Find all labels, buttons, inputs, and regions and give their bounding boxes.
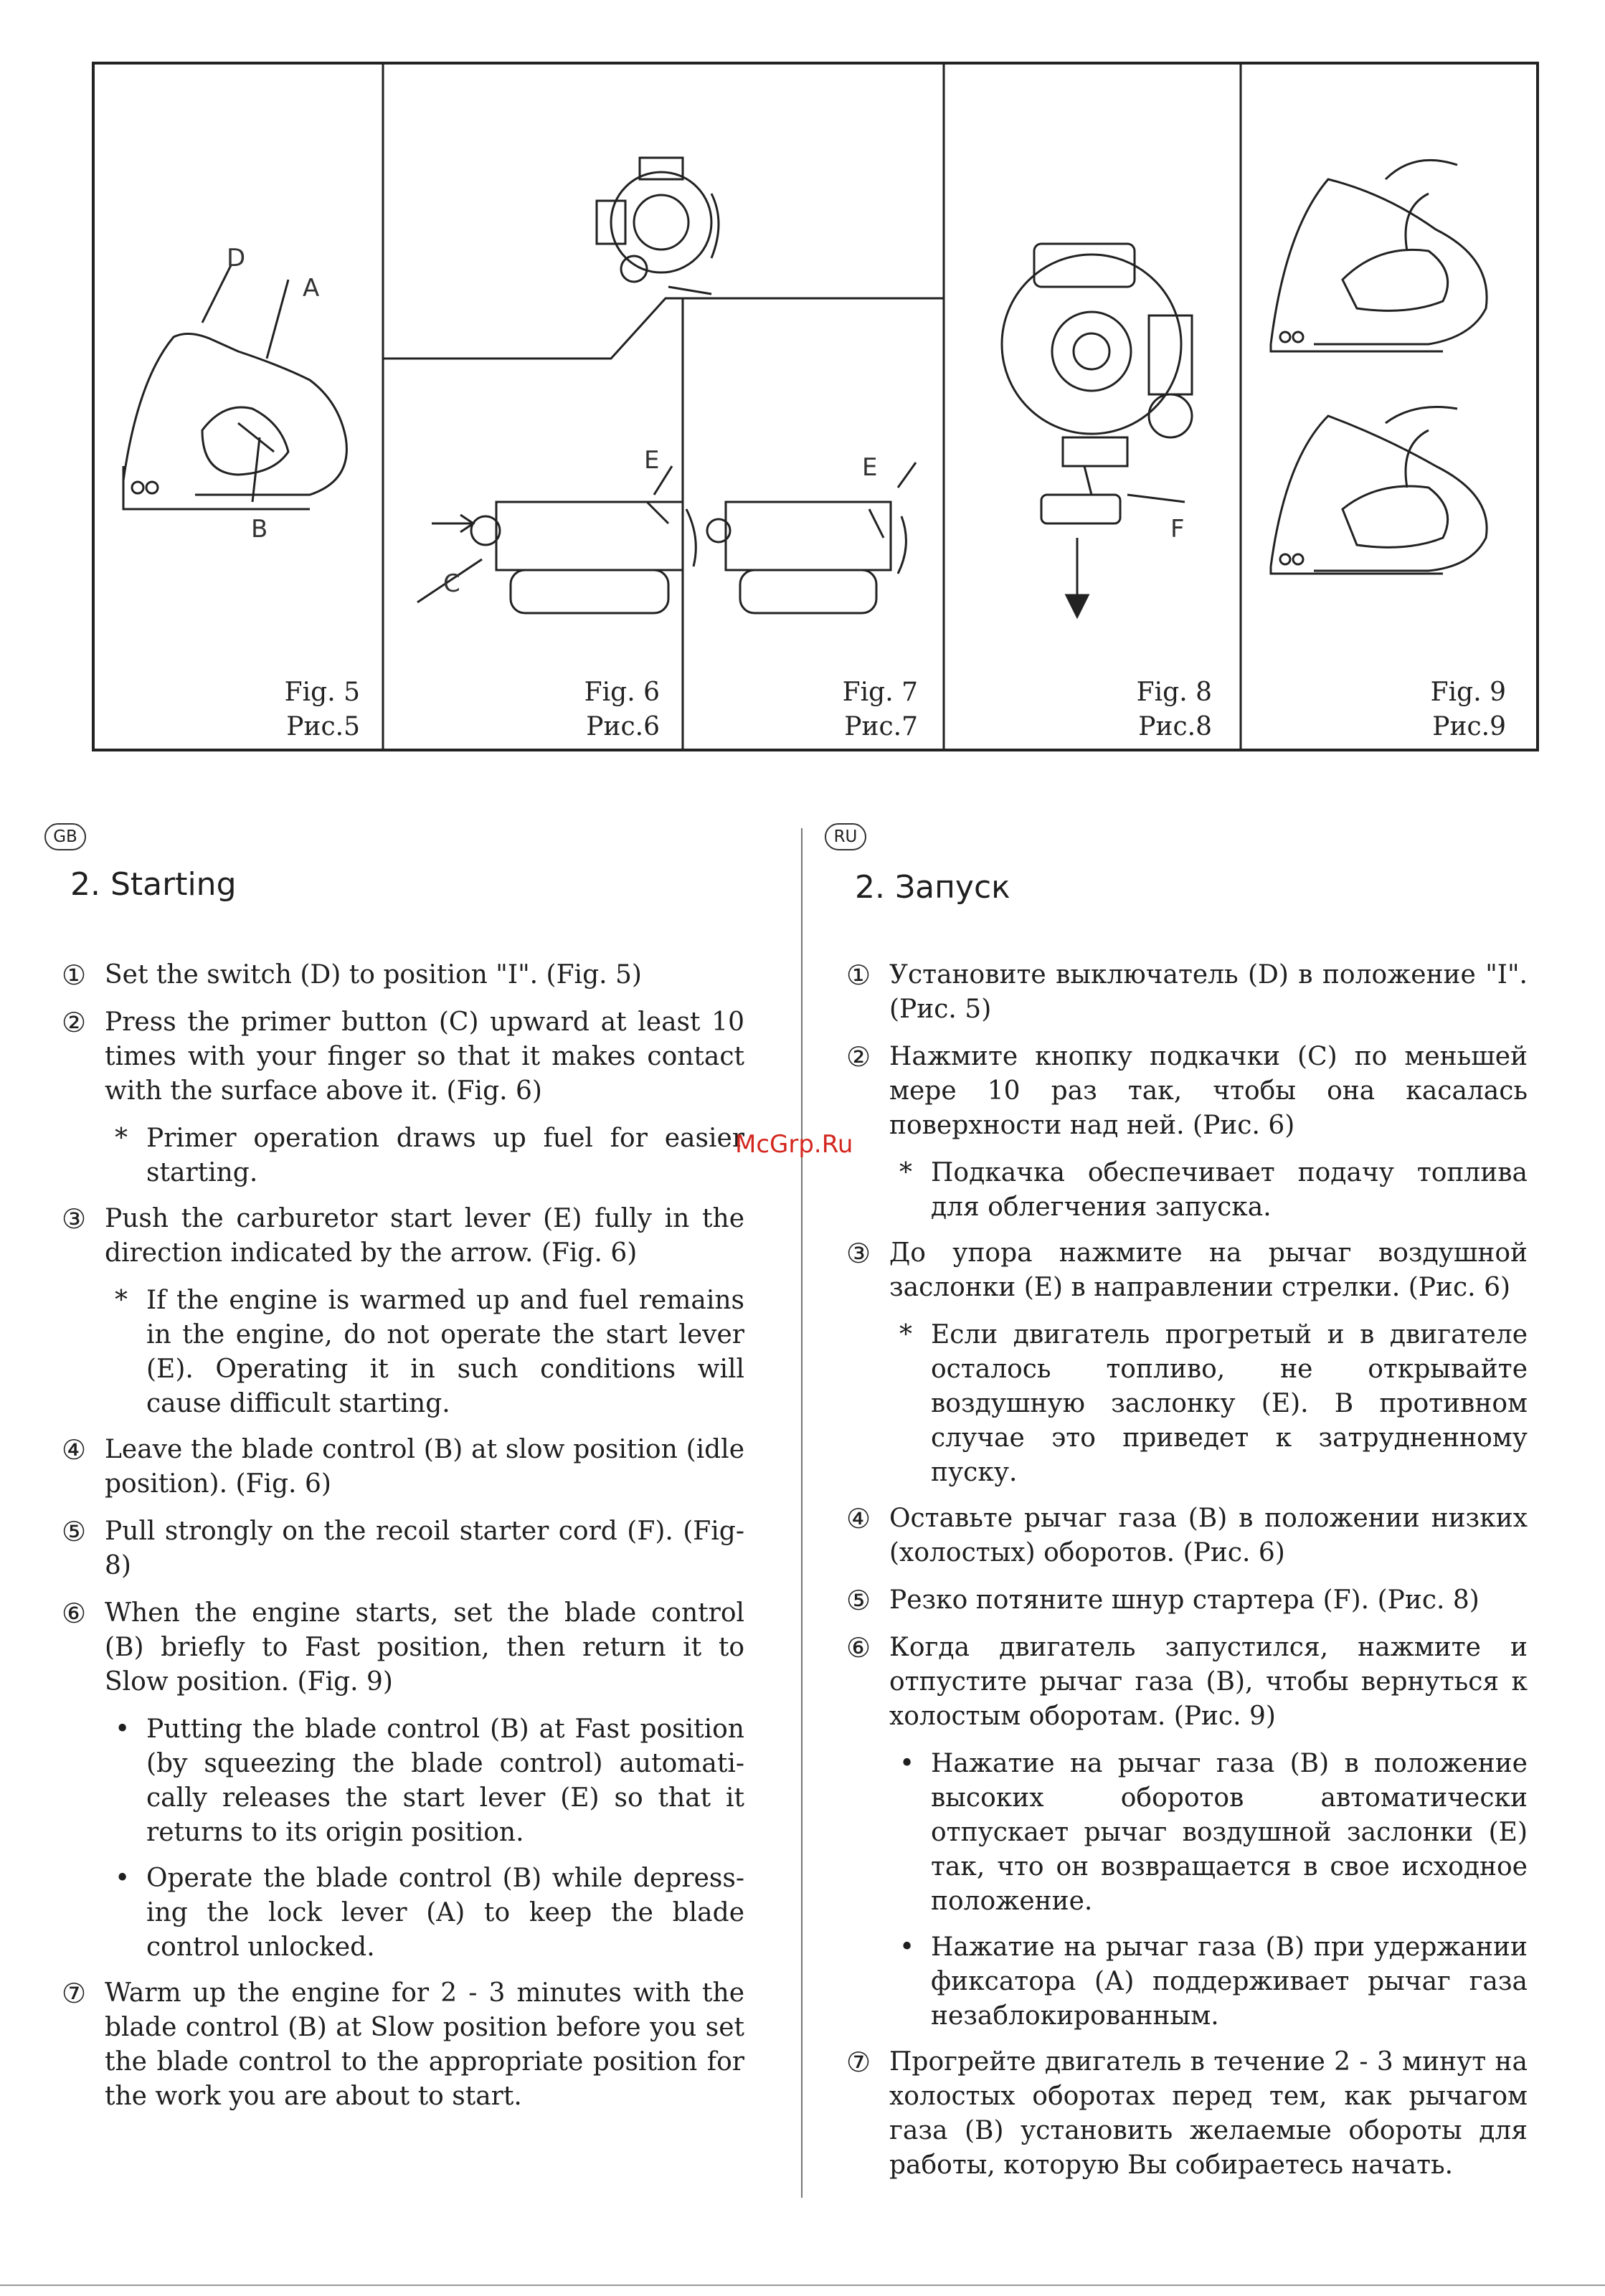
fig7-carburetor-drawing	[707, 462, 916, 613]
gb-step-3	[62, 1202, 744, 1271]
step-number: ③	[62, 1203, 87, 1235]
fig7-label-e: E	[862, 453, 878, 482]
fig6-label-e: E	[644, 446, 660, 475]
fig8-caption-ru: Рис.8	[1138, 712, 1212, 741]
fig6-caption-ru: Рис.6	[586, 712, 660, 741]
column-divider	[801, 828, 802, 2198]
figure-strip	[92, 62, 1539, 751]
step-text: Warm up the engine for 2 - 3 minutes with the blade control (B) at Slow position before you set the blade control to the appropriate position for the work you are about to start.	[105, 1978, 744, 2111]
note-text: Нажатие на рычаг газа (В) при удержании фиксатора (А) поддерживает рычаг газа незаблокированным.	[931, 1932, 1528, 2031]
fig6-engine-drawing	[597, 158, 719, 294]
step-number: ⑦	[62, 1978, 87, 2009]
fig6-caption	[568, 675, 660, 744]
fig7-caption-ru: Рис.7	[844, 712, 918, 741]
note-text: Подкачка обеспечивает подачу топлива для облегчения запуска.	[931, 1158, 1528, 1222]
step-number: ④	[846, 1503, 871, 1534]
fig5-label-b: B	[251, 515, 268, 544]
ru-note-fast-position	[846, 1747, 1528, 1919]
fig7-caption-en: Fig. 7	[842, 678, 918, 707]
note-mark: •	[899, 1932, 915, 1962]
page-bottom-rule	[0, 2285, 1605, 2286]
gb-step-1	[62, 958, 744, 992]
fig5-caption-en: Fig. 5	[284, 678, 360, 707]
step-number: ③	[846, 1238, 871, 1269]
ru-step-6	[846, 1631, 1528, 1734]
fig8-caption-en: Fig. 8	[1136, 678, 1212, 707]
note-mark: *	[899, 1158, 912, 1187]
fig5-caption	[274, 675, 360, 744]
step-text: Press the primer button (C) upward at least 10 times with your finger so that it makes contact with the surface above it. (Fig. 6)	[105, 1007, 744, 1106]
ru-step-7	[846, 2045, 1528, 2183]
step-number: ②	[846, 1041, 871, 1073]
ru-instructions	[846, 958, 1528, 2196]
note-mark: *	[115, 1286, 128, 1315]
fig7-caption	[826, 675, 918, 744]
ru-step-3	[846, 1236, 1528, 1305]
gb-note-fast-position	[62, 1712, 744, 1850]
step-number: ⑥	[846, 1632, 871, 1664]
ru-note-lock-lever	[846, 1930, 1528, 2034]
ru-step-5	[846, 1583, 1528, 1618]
gb-step-6	[62, 1596, 744, 1699]
step-number: ②	[62, 1007, 87, 1038]
note-text: If the engine is warmed up and fuel remains in the engine, do not operate the start lever (E). Operating it in such conditions will cause difficult starting.	[146, 1286, 744, 1418]
lang-badge-ru: RU	[825, 823, 866, 850]
step-text: Прогрейте двигатель в течение 2 - 3 минут на холостых оборотах перед тем, как рычагом газа (В) установить желаемые обороты для работы, которую Вы собираетесь начать.	[889, 2047, 1528, 2180]
step-text: Когда двигатель запустился, нажмите и отпустите рычаг газа (В), чтобы вернуться к холостым оборотам. (Рис. 9)	[889, 1633, 1528, 1731]
fig8-engine-drawing	[1002, 244, 1192, 617]
gb-step-5	[62, 1514, 744, 1583]
step-text: Оставьте рычаг газа (В) в положении низких (холостых) оборотов. (Рис. 6)	[889, 1504, 1528, 1567]
step-number: ①	[846, 959, 871, 991]
ru-step-2	[846, 1040, 1528, 1143]
step-number: ⑦	[846, 2046, 871, 2078]
gb-note-warm-engine	[62, 1284, 744, 1421]
step-text: Нажмите кнопку подкачки (С) по меньшей мере 10 раз так, чтобы она касалась поверхности над ней. (Рис. 6)	[889, 1042, 1528, 1140]
note-text: Если двигатель прогретый и в двигателе осталось топливо, не открывайте воздушную заслонку (Е). В противном случае это приведет к затрудненному пуску.	[931, 1320, 1528, 1487]
step-number: ④	[62, 1434, 87, 1466]
gb-note-primer	[62, 1121, 744, 1190]
fig6-caption-en: Fig. 6	[584, 678, 660, 707]
step-number: ⑥	[62, 1598, 87, 1629]
note-mark: *	[115, 1124, 128, 1153]
ru-note-warm-engine	[846, 1318, 1528, 1490]
watermark: McGrp.Ru	[735, 1130, 853, 1159]
gb-step-7	[62, 1976, 744, 2114]
step-text: Установите выключатель (D) в положение "I". (Рис. 5)	[889, 960, 1528, 1024]
ru-step-1	[846, 958, 1528, 1027]
note-text: Putting the blade control (B) at Fast position (by squeezing the blade control) automati- cally releases the start lever (E) so that it returns to its origin position.	[146, 1714, 744, 1847]
step-text: Резко потяните шнур стартера (F). (Рис. 8)	[889, 1585, 1479, 1615]
gb-step-2	[62, 1005, 744, 1109]
step-number: ⑤	[62, 1516, 87, 1547]
step-text: Set the switch (D) to position "I". (Fig. 5)	[105, 960, 642, 990]
step-text: Leave the blade control (B) at slow position (idle position). (Fig. 6)	[105, 1435, 744, 1499]
note-mark: •	[899, 1749, 915, 1778]
note-mark: •	[115, 1714, 131, 1744]
ru-section-title: 2. Запуск	[855, 869, 1010, 906]
fig9-caption-ru: Рис.9	[1432, 712, 1506, 741]
fig9-handle-drawing	[1271, 160, 1487, 574]
figure-drawings	[95, 65, 1536, 749]
note-text: Primer operation draws up fuel for easier starting.	[146, 1124, 744, 1187]
gb-section-title: 2. Starting	[70, 866, 237, 903]
gb-instructions	[62, 958, 744, 2127]
ru-step-4	[846, 1502, 1528, 1570]
fig9-caption-en: Fig. 9	[1430, 678, 1506, 707]
note-text: Operate the blade control (B) while depress- ing the lock lever (A) to keep the blade control unlocked.	[146, 1864, 744, 1962]
fig9-caption	[1414, 675, 1506, 744]
step-text: Push the carburetor start lever (E) fully in the direction indicated by the arrow. (Fig. 6)	[105, 1204, 744, 1268]
gb-note-lock-lever	[62, 1861, 744, 1965]
note-text: Нажатие на рычаг газа (В) в положение высоких оборотов автоматически отпускает рычаг воздушной заслонки (Е) так, что он возвращается в свое исходное положение.	[931, 1749, 1528, 1916]
ru-note-primer	[846, 1156, 1528, 1225]
step-text: До упора нажмите на рычаг воздушной заслонки (Е) в направлении стрелки. (Рис. 6)	[889, 1238, 1528, 1302]
fig5-label-d: D	[227, 244, 246, 272]
fig6-label-c: C	[443, 569, 460, 598]
step-number: ①	[62, 959, 87, 991]
step-number: ⑤	[846, 1585, 871, 1616]
fig5-label-a: A	[303, 274, 320, 303]
gb-step-4	[62, 1433, 744, 1502]
fig8-label-f: F	[1170, 515, 1185, 544]
step-text: When the engine starts, set the blade control (B) briefly to Fast position, then return it to Slow position. (Fig. 9)	[105, 1598, 744, 1697]
step-text: Pull strongly on the recoil starter cord (F). (Fig- 8)	[105, 1517, 744, 1580]
note-mark: *	[899, 1320, 912, 1349]
fig8-caption	[1120, 675, 1212, 744]
lang-badge-gb: GB	[44, 823, 86, 850]
note-mark: •	[115, 1864, 131, 1893]
fig5-caption-ru: Рис.5	[286, 712, 360, 741]
